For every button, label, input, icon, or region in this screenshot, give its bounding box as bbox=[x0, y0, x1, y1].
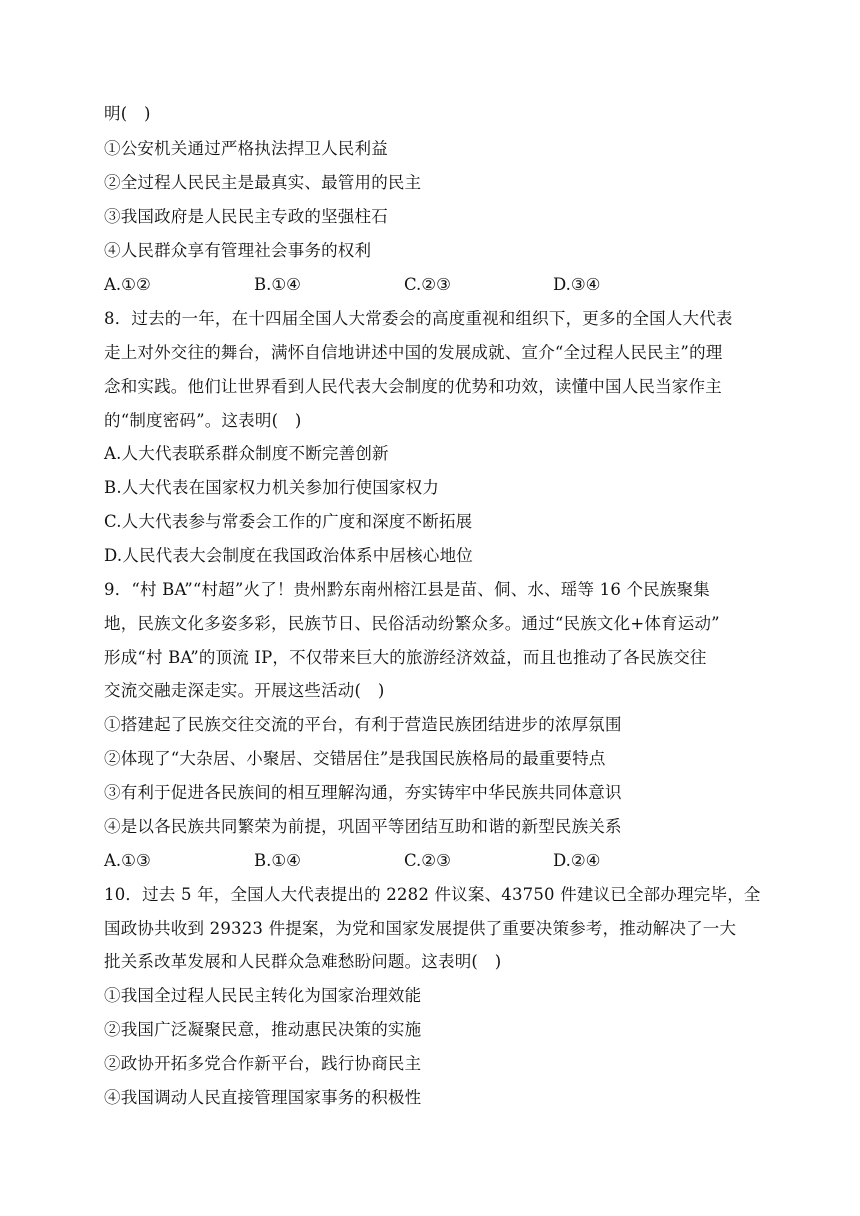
q8-option-b: B.人大代表在国家权力机关参加行使国家权力 bbox=[104, 478, 440, 497]
q9-option-d: D.②④ bbox=[553, 851, 601, 870]
q10-stem-line-3: 批关系改革发展和人民群众急难愁盼问题。这表明( ) bbox=[104, 952, 502, 971]
q8-stem-line-1: 8．过去的一年，在十四届全国人大常委会的高度重视和组织下，更多的全国人大代表 bbox=[104, 309, 733, 328]
q7-statement-4: ④人民群众享有管理社会事务的权利 bbox=[104, 241, 372, 260]
q9-option-c: C.②③ bbox=[404, 851, 451, 870]
q8-option-a: A.人大代表联系群众制度不断完善创新 bbox=[104, 444, 389, 463]
q7-option-c: C.②③ bbox=[404, 275, 451, 294]
q10-stem-line-1: 10．过去 5 年，全国人大代表提出的 2282 件议案、43750 件建议已全部办理完毕，全 bbox=[104, 885, 761, 904]
q8-stem-line-4: 的“制度密码”。这表明( ) bbox=[104, 411, 302, 430]
q9-stem-line-2: 地，民族文化多姿多彩，民族节日、民俗活动纷繁众多。通过“民族文化+体育运动” bbox=[104, 614, 720, 633]
q9-statement-1: ①搭建起了民族交往交流的平台，有利于营造民族团结进步的浓厚氛围 bbox=[104, 715, 622, 734]
q10-statement-3: ②政协开拓多党合作新平台，践行协商民主 bbox=[104, 1054, 422, 1073]
q10-statement-1: ①我国全过程人民民主转化为国家治理效能 bbox=[104, 986, 422, 1005]
q7-option-d: D.③④ bbox=[553, 275, 601, 294]
q9-stem-line-3: 形成“村 BA”的顶流 IP，不仅带来巨大的旅游经济效益，而且也推动了各民族交往 bbox=[104, 648, 707, 667]
q7-statement-1: ①公安机关通过严格执法捍卫人民利益 bbox=[104, 139, 388, 158]
q7-statement-3: ③我国政府是人民民主专政的坚强柱石 bbox=[104, 207, 388, 226]
q9-stem-line-1: 9．“村 BA”“村超”火了！贵州黔东南州榕江县是苗、侗、水、瑶等 16 个民族聚集 bbox=[104, 580, 710, 599]
q8-stem-line-2: 走上对外交往的舞台，满怀自信地讲述中国的发展成就、宣介“全过程人民民主”的理 bbox=[104, 343, 723, 362]
q9-stem-line-4: 交流交融走深走实。开展这些活动( ) bbox=[104, 681, 385, 700]
q7-option-b: B.①④ bbox=[254, 275, 301, 294]
q10-statement-4: ④我国调动人民直接管理国家事务的积极性 bbox=[104, 1088, 422, 1107]
q8-stem-line-3: 念和实践。他们让世界看到人民代表大会制度的优势和功效，读懂中国人民当家作主 bbox=[104, 377, 722, 396]
q9-option-b: B.①④ bbox=[254, 851, 301, 870]
q7-option-a: A.①② bbox=[104, 275, 151, 294]
q9-statement-4: ④是以各民族共同繁荣为前提，巩固平等团结互助和谐的新型民族关系 bbox=[104, 817, 622, 836]
q7-stem-tail: 明( ) bbox=[104, 104, 151, 123]
q9-statement-3: ③有利于促进各民族间的相互理解沟通，夯实铸牢中华民族共同体意识 bbox=[104, 783, 622, 802]
q8-option-d: D.人民代表大会制度在我国政治体系中居核心地位 bbox=[104, 546, 473, 565]
q7-statement-2: ②全过程人民民主是最真实、最管用的民主 bbox=[104, 173, 422, 192]
q8-option-c: C.人大代表参与常委会工作的广度和深度不断拓展 bbox=[104, 512, 473, 531]
q10-statement-2: ②我国广泛凝聚民意，推动惠民决策的实施 bbox=[104, 1020, 422, 1039]
q9-statement-2: ②体现了“大杂居、小聚居、交错居住”是我国民族格局的最重要特点 bbox=[104, 749, 606, 768]
q10-stem-line-2: 国政协共收到 29323 件提案，为党和国家发展提供了重要决策参考，推动解决了一大 bbox=[104, 919, 737, 938]
q9-option-a: A.①③ bbox=[104, 851, 151, 870]
